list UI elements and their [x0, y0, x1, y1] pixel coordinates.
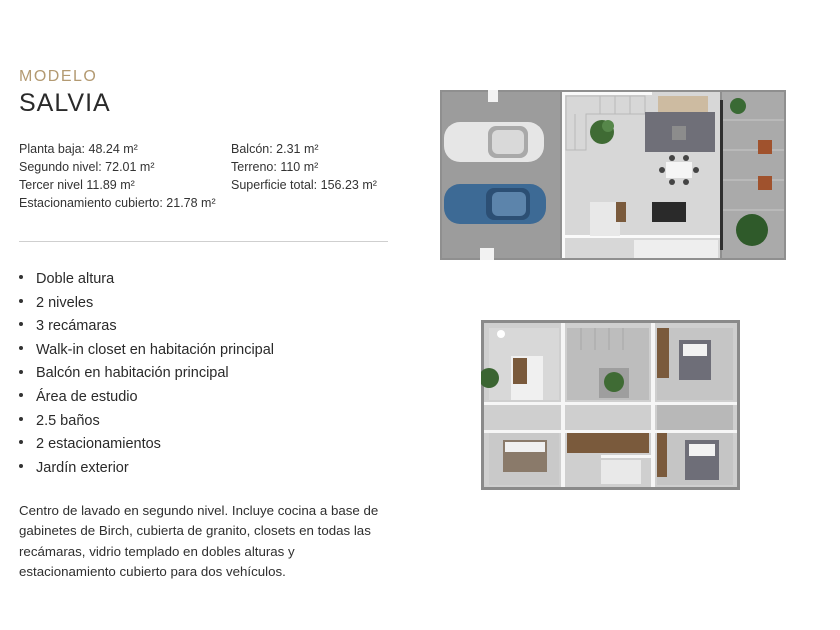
- feature-list: [19, 268, 274, 480]
- feature-item: Doble altura: [19, 268, 274, 292]
- model-name: SALVIA: [19, 89, 111, 117]
- spec-balcon: Balcón: 2.31 m²: [231, 142, 319, 156]
- spec-estacionamiento: Estacionamiento cubierto: 21.78 m²: [19, 196, 216, 210]
- bullet-icon: [19, 275, 23, 279]
- divider: [19, 241, 388, 242]
- spec-planta-baja: Planta baja: 48.24 m²: [19, 142, 138, 156]
- model-eyebrow: MODELO: [19, 68, 98, 85]
- floor-plan-ground: [440, 90, 786, 260]
- bullet-icon: [19, 393, 23, 397]
- spec-terreno: Terreno: 110 m²: [231, 160, 319, 174]
- specs-column-1: [19, 140, 231, 212]
- spec-segundo-nivel: Segundo nivel: 72.01 m²: [19, 160, 155, 174]
- feature-item: 2.5 baños: [19, 410, 274, 434]
- bullet-icon: [19, 370, 23, 374]
- spec-tercer-nivel: Tercer nivel 11.89 m²: [19, 178, 135, 192]
- feature-item: Área de estudio: [19, 386, 274, 410]
- bullet-icon: [19, 322, 23, 326]
- bullet-icon: [19, 346, 23, 350]
- bullet-icon: [19, 417, 23, 421]
- feature-item: Balcón en habitación principal: [19, 362, 274, 386]
- bullet-icon: [19, 299, 23, 303]
- feature-item: Walk-in closet en habitación principal: [19, 339, 274, 363]
- description: Centro de lavado en segundo nivel. Incluye cocina a base de gabinetes de Birch, cubierta de granito, closets en todas las recámaras, vidrio templado en dobles alturas y estacionamiento cubierto para dos vehículos.: [19, 503, 379, 580]
- feature-item: 2 niveles: [19, 292, 274, 316]
- bullet-icon: [19, 440, 23, 444]
- specs-column-2: [231, 140, 401, 194]
- feature-item: 2 estacionamientos: [19, 433, 274, 457]
- car-white-icon: [444, 122, 544, 162]
- bullet-icon: [19, 464, 23, 468]
- feature-item: 3 recámaras: [19, 315, 274, 339]
- feature-item: Jardín exterior: [19, 457, 274, 481]
- spec-superficie-total: Superficie total: 156.23 m²: [231, 178, 377, 192]
- car-blue-icon: [444, 184, 546, 224]
- floor-plan-upper: [481, 320, 740, 490]
